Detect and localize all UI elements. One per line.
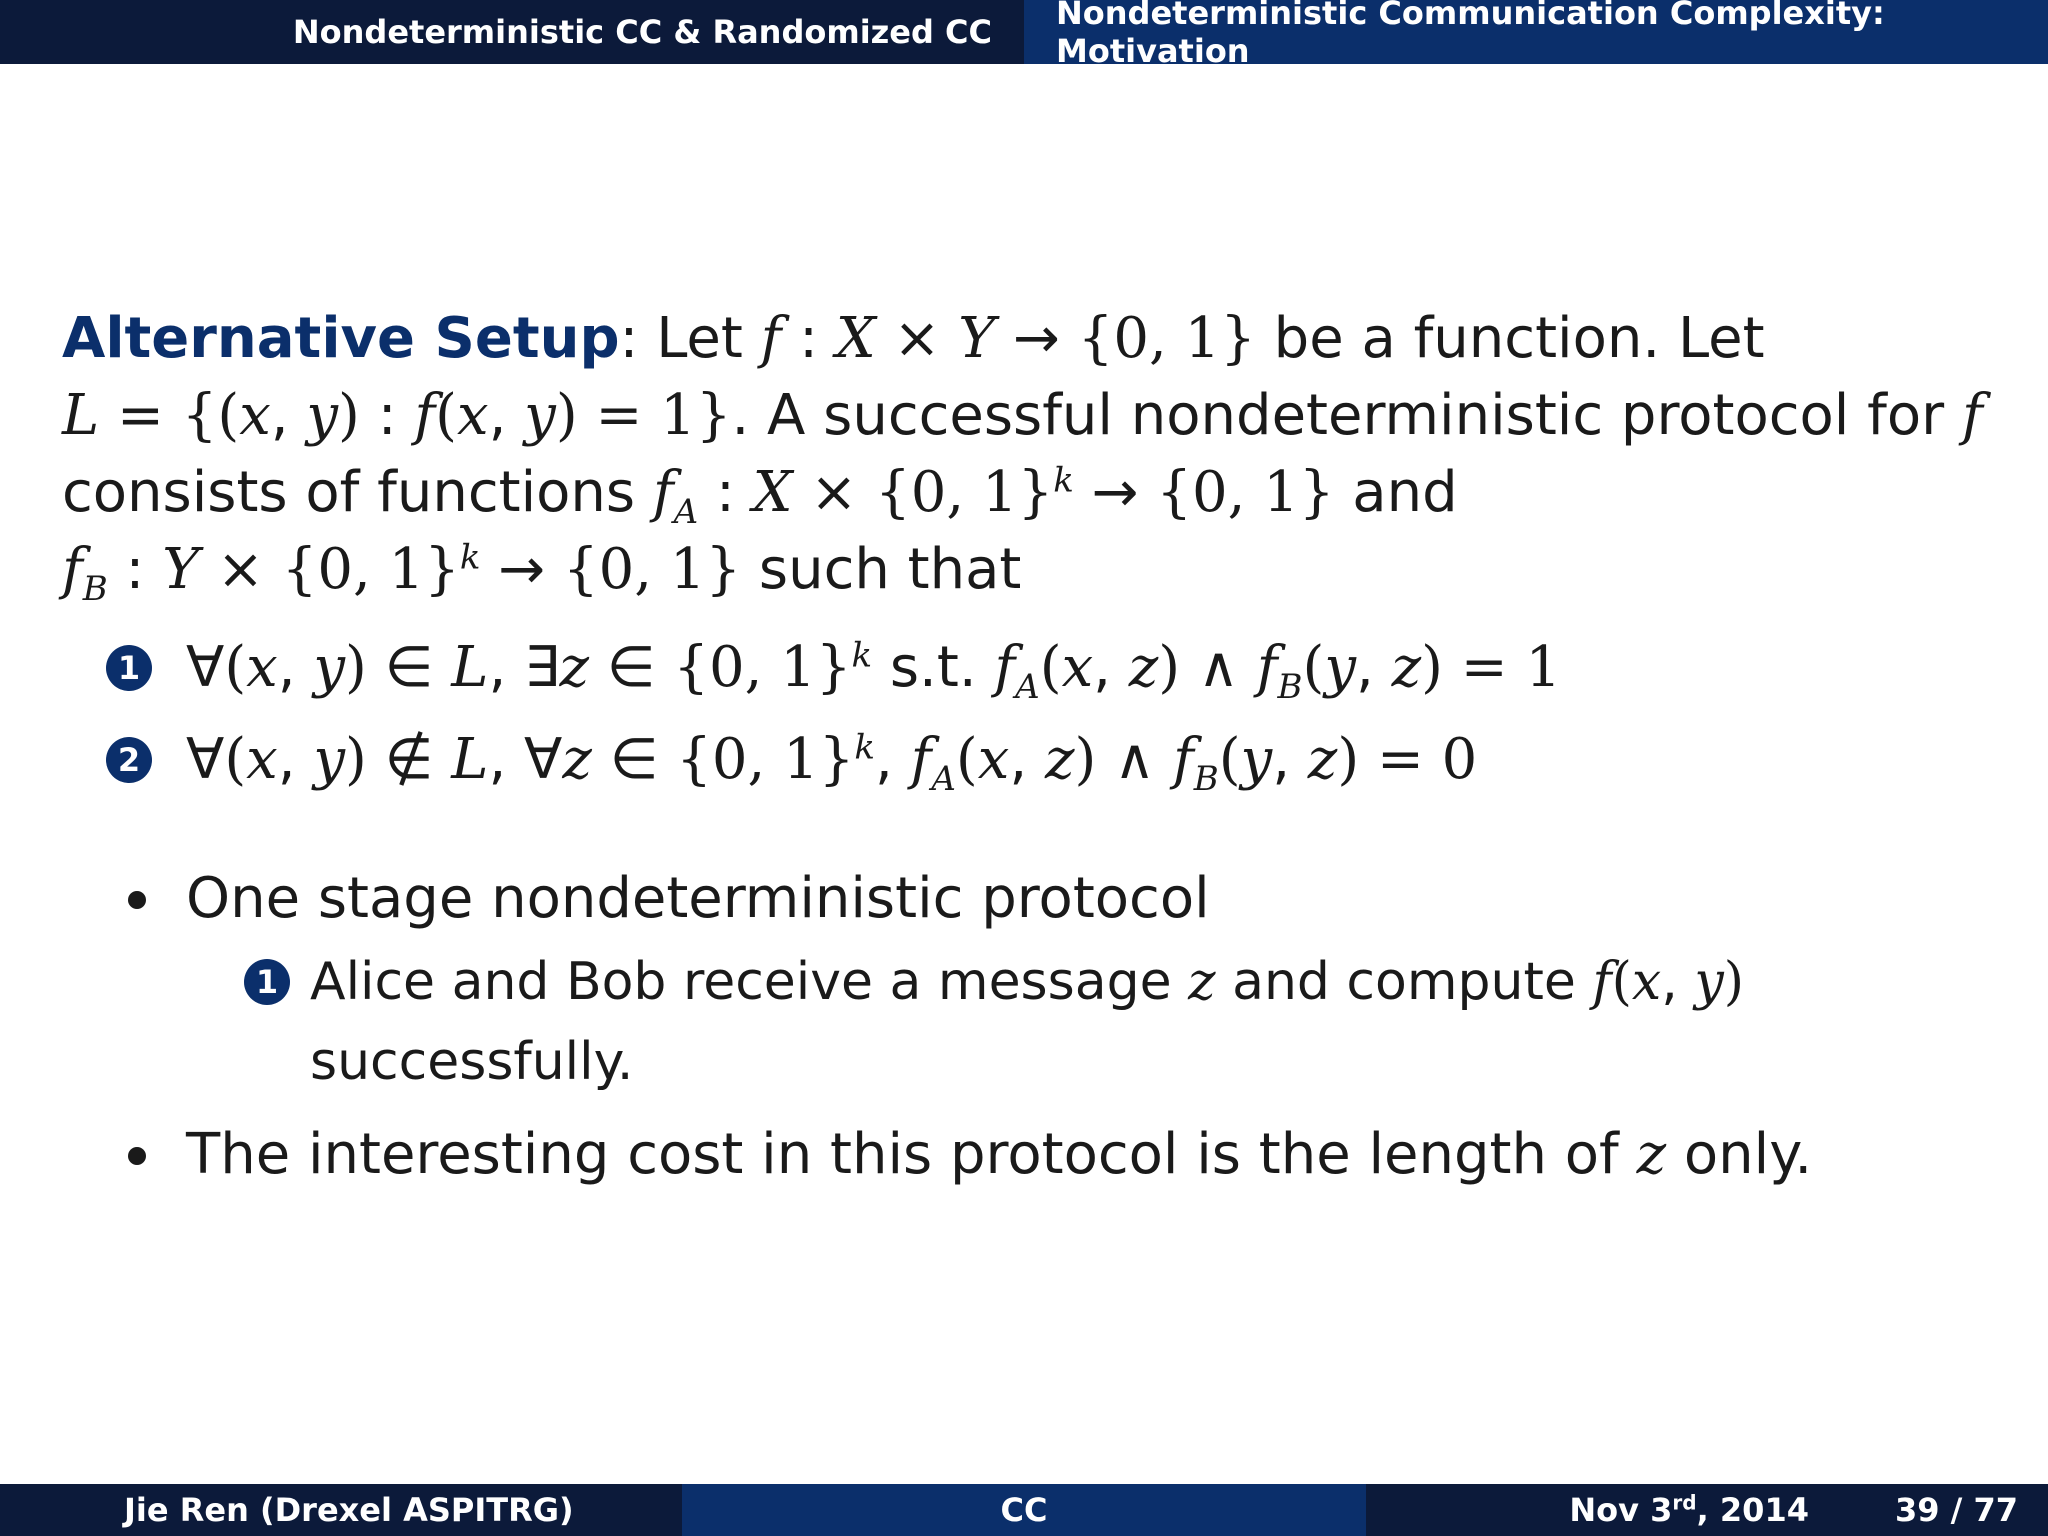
bullet-list — [62, 856, 2002, 1198]
footer-date: Nov 3rd, 2014 — [1569, 1490, 1809, 1529]
header-subsection: Nondeterministic Communication Complexity: Motivation — [1024, 0, 2048, 64]
alternative-setup-heading: Alternative Setup — [62, 306, 620, 371]
bullet-item-2 — [62, 1112, 2002, 1198]
enum-badge-1: 1 — [106, 645, 152, 691]
bullet-dot — [128, 1147, 146, 1165]
sub-list — [186, 942, 2002, 1102]
slide-footer — [0, 1484, 2048, 1536]
condition-1: 1 ∀(x, y) ∈ L, ∃z ∈ {0, 1}$^k$ s.t. $f_A(x$, z) ∧ $f_B(y$, z) = 1 — [62, 622, 2002, 714]
footer-page-number: 39 / 77 — [1894, 1491, 2018, 1529]
conditions-list — [62, 622, 2002, 806]
condition-2: 2 ∀(x, y) ∉ L, ∀z ∈ {0, 1}$^k$, $f_A(x$, z) ∧ $f_B(y$, z) = 0 — [62, 714, 2002, 806]
footer-date-page — [1366, 1484, 2048, 1536]
bullet-text-1: One stage nondeterministic protocol — [186, 866, 1210, 931]
definition-paragraph: Alternative Setup: Let f : X × Y → {0, 1} be a function. Let L = {(x, y) : f(x, y) = 1}. A successful nondeterministic protocol for f consists of functions $f_A$ : X × {0, 1}$^k$ → {0, 1} and $f_B$ : Y × {0, 1}$^k$ → {0, 1} such that — [62, 306, 1983, 610]
bullet-item-1 — [62, 856, 2002, 1102]
header-section: Nondeterministic CC & Randomized CC — [0, 0, 1024, 64]
footer-short-title: CC — [682, 1484, 1366, 1536]
bullet-text-2: The interesting cost in this protocol is the length of z only. — [186, 1122, 1813, 1187]
sub-item-1 — [186, 942, 2002, 1102]
sub-enum-badge-1: 1 — [244, 959, 290, 1005]
slide-header — [0, 0, 2048, 70]
enum-badge-2: 2 — [106, 737, 152, 783]
bullet-dot — [128, 891, 146, 909]
footer-author: Jie Ren (Drexel ASPITRG) — [0, 1484, 682, 1536]
sub-item-text: Alice and Bob receive a message z and compute f(x, y) successfully. — [310, 952, 1744, 1092]
slide-content — [62, 300, 2002, 1198]
